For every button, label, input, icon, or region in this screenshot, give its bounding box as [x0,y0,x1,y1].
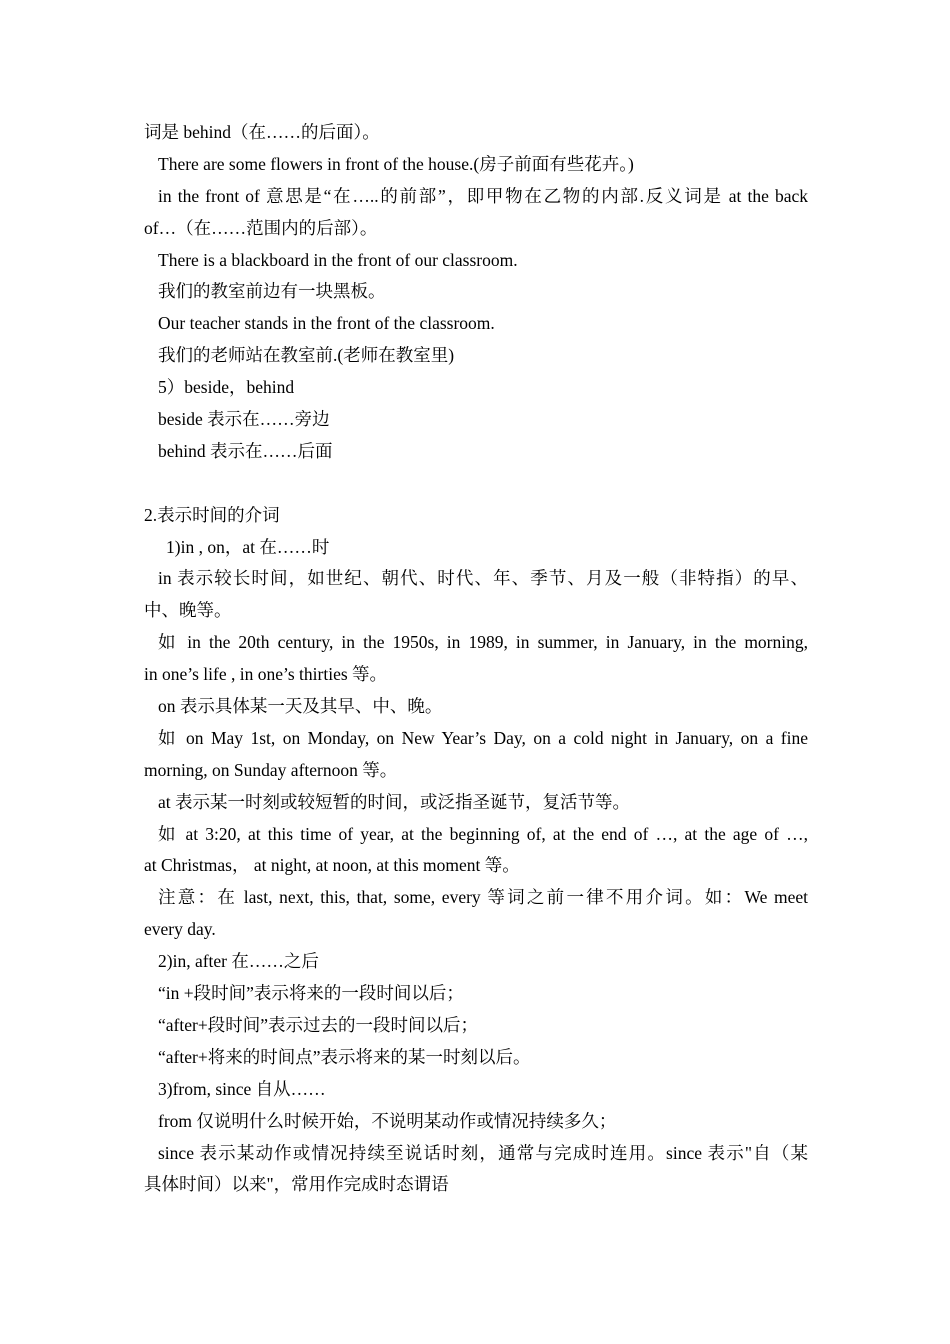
text-line: at 表示某一时刻或较短暂的时间，或泛指圣诞节，复活节等。 [158,791,631,812]
text-line: 词是 behind（在……的后面）。 [144,122,380,142]
text-line: 中、晚等。 [144,600,232,621]
text-line: 我们的教室前边有一块黑板。 [158,281,386,302]
text-line: beside 表示在……旁边 [158,409,330,430]
text-line: There is a blackboard in the front of our classroom. [158,249,518,270]
text-line: 具体时间）以来"，常用作完成时态谓语 [144,1174,449,1195]
text-line: in one’s life , in one’s thirties 等。 [144,664,388,685]
text-line: of…（在……范围内的后部）。 [144,217,378,238]
text-line: at Christmas， at night, at noon, at this moment 等。 [144,855,520,876]
text-line: in the front of 意思是“在…..的前部”，即甲物在乙物的内部.反义词是 at the back [158,185,808,206]
text-line: since 表示某动作或情况持续至说话时刻，通常与完成时连用。since 表示"自（某 [158,1142,808,1163]
blank-line [144,468,808,500]
text-line: “in +段时间”表示将来的一段时间以后； [158,983,464,1004]
text-line: 我们的老师站在教室前.(老师在教室里) [158,345,455,366]
text-line: Our teacher stands in the front of the classroom. [158,313,495,334]
text-line: from 仅说明什么时候开始，不说明某动作或情况持续多久； [158,1110,617,1131]
document-body [144,117,808,1201]
text-line: every day. [144,919,216,940]
text-line: 5）beside，behind [158,377,295,398]
text-line: morning, on Sunday afternoon 等。 [144,759,398,780]
text-line: “after+段时间”表示过去的一段时间以后； [158,1014,478,1035]
text-line: 3)from, since 自从…… [158,1078,326,1099]
text-line: 如 in the 20th century, in the 1950s, in 1989, in summer, in January, in the morning, [158,632,808,653]
text-line: 1)in , on，at 在……时 [166,536,330,557]
text-line: 如 at 3:20, at this time of year, at the beginning of, at the end of …, at the age of …, [158,823,808,844]
text-line: on 表示具体某一天及其早、中、晚。 [158,696,443,717]
text-line: 2.表示时间的介词 [144,504,280,525]
text-line: There are some flowers in front of the house.(房子前面有些花卉。) [158,153,634,174]
text-line: 2)in, after 在……之后 [158,951,319,972]
text-line: behind 表示在……后面 [158,440,333,461]
text-line: 如 on May 1st, on Monday, on New Year’s Day, on a cold night in January, on a fine [158,727,808,748]
text-line: 注意：在 last, next, this, that, some, every 等词之前一律不用介词。如：We meet [158,887,808,908]
text-line: “after+将来的时间点”表示将来的某一时刻以后。 [158,1046,531,1067]
text-line: in 表示较长时间，如世纪、朝代、时代、年、季节、月及一般（非特指）的早、 [158,568,808,589]
